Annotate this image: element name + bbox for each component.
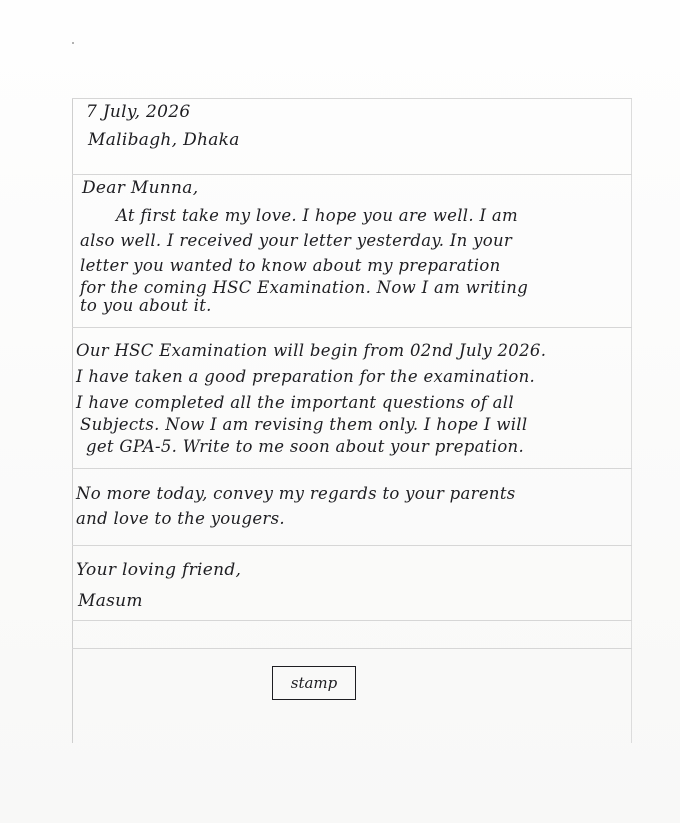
ruled-line xyxy=(72,545,632,546)
stamp-box xyxy=(272,666,356,700)
para2-line: Our HSC Examination will begin from 02nd July 2026. xyxy=(76,341,547,360)
letter-address: Malibagh, Dhaka xyxy=(88,130,240,150)
para2-line: get GPA-5. Write to me soon about your prepation. xyxy=(86,437,525,456)
ruled-line xyxy=(72,327,632,328)
para1-line: for the coming HSC Examination. Now I am writing xyxy=(80,278,529,297)
ruled-line xyxy=(72,620,632,621)
para3-line: and love to the yougers. xyxy=(76,509,285,528)
letter-signature: Masum xyxy=(78,591,143,611)
para2-line: I have taken a good preparation for the examination. xyxy=(76,367,536,386)
stamp-label: stamp xyxy=(290,674,338,692)
para1-line: to you about it. xyxy=(80,296,212,315)
ruled-line xyxy=(72,468,632,469)
para2-line: I have completed all the important questions of all xyxy=(76,393,514,412)
ruled-line xyxy=(72,648,632,649)
letter-closing: Your loving friend, xyxy=(76,560,242,580)
para3-line: No more today, convey my regards to your parents xyxy=(76,484,516,503)
ruled-line xyxy=(72,174,632,175)
letter-salutation: Dear Munna, xyxy=(82,178,199,198)
paper-speck xyxy=(72,42,74,44)
para1-line: At first take my love. I hope you are well. I am xyxy=(116,206,518,225)
para1-line: also well. I received your letter yesterday. In your xyxy=(80,231,513,250)
para2-line: Subjects. Now I am revising them only. I hope I will xyxy=(80,415,528,434)
para1-line: letter you wanted to know about my preparation xyxy=(80,256,501,275)
ruled-line xyxy=(72,98,632,99)
letter-date: 7 July, 2026 xyxy=(86,102,191,122)
